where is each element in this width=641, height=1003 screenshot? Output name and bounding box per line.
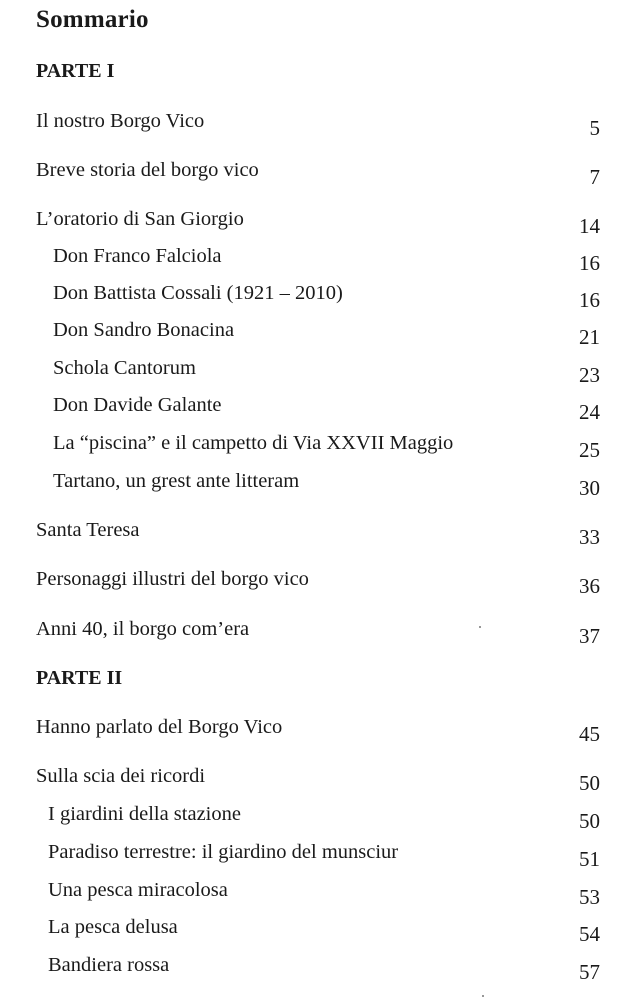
section-heading-parte-2: PARTE II <box>36 667 123 689</box>
toc-entry-page: 16 <box>579 288 600 312</box>
toc-entry-page: 25 <box>579 438 600 462</box>
toc-subentry[interactable] <box>0 916 641 946</box>
toc-entry-page: 36 <box>579 574 600 598</box>
toc-entry-title: Tartano, un grest ante litteram <box>53 470 300 492</box>
toc-entry-title: Anni 40, il borgo com’era <box>36 618 250 640</box>
toc-entry-page: 5 <box>589 116 600 140</box>
toc-entry-title: Sulla scia dei ricordi <box>36 765 206 787</box>
scan-speck <box>479 626 481 628</box>
toc-entry-title: Bandiera rossa <box>48 954 170 976</box>
toc-subentry[interactable] <box>0 245 641 275</box>
toc-entry-title: Santa Teresa <box>36 519 140 541</box>
toc-entry[interactable] <box>0 765 641 795</box>
toc-subentry[interactable] <box>0 282 641 312</box>
toc-subentry[interactable] <box>0 470 641 500</box>
toc-subentry[interactable] <box>0 394 641 424</box>
toc-entry-title: Don Davide Galante <box>53 394 222 416</box>
toc-entry-title: Don Battista Cossali (1921 – 2010) <box>53 282 343 304</box>
toc-entry-title: Breve storia del borgo vico <box>36 159 259 181</box>
toc-subentry[interactable] <box>0 432 641 462</box>
toc-entry-page: 45 <box>579 722 600 746</box>
toc-entry-title: I giardini della stazione <box>48 803 241 825</box>
toc-entry-title: Don Franco Falciola <box>53 245 222 267</box>
toc-entry-page: 23 <box>579 363 600 387</box>
section-heading-parte-1: PARTE I <box>36 60 115 82</box>
toc-entry[interactable] <box>0 568 641 598</box>
toc-entry-title: La “piscina” e il campetto di Via XXVII Maggio <box>53 432 454 454</box>
toc-entry-title: Il nostro Borgo Vico <box>36 110 205 132</box>
toc-entry[interactable] <box>0 159 641 189</box>
toc-entry-page: 7 <box>589 165 600 189</box>
toc-entry-page: 30 <box>579 476 600 500</box>
toc-subentry[interactable] <box>0 841 641 871</box>
toc-entry-page: 21 <box>579 325 600 349</box>
toc-entry-title: Don Sandro Bonacina <box>53 319 235 341</box>
toc-subentry[interactable] <box>0 803 641 833</box>
toc-entry-page: 33 <box>579 525 600 549</box>
toc-entry-page: 57 <box>579 960 600 984</box>
toc-entry-title: Hanno parlato del Borgo Vico <box>36 716 283 738</box>
toc-entry-page: 53 <box>579 885 600 909</box>
toc-entry-page: 37 <box>579 624 600 648</box>
toc-entry-page: 50 <box>579 809 600 833</box>
toc-entry-page: 54 <box>579 922 600 946</box>
toc-entry-title: La pesca delusa <box>48 916 178 938</box>
toc-entry-page: 50 <box>579 771 600 795</box>
toc-entry-title: Paradiso terrestre: il giardino del munsciur <box>48 841 399 863</box>
toc-entry[interactable] <box>0 208 641 238</box>
toc-entry-title: Personaggi illustri del borgo vico <box>36 568 309 590</box>
scan-speck <box>482 995 484 997</box>
toc-entry-title: Schola Cantorum <box>53 357 196 379</box>
toc-entry[interactable] <box>0 110 641 140</box>
toc-entry[interactable] <box>0 716 641 746</box>
toc-entry-page: 51 <box>579 847 600 871</box>
toc-subentry[interactable] <box>0 357 641 387</box>
toc-entry-page: 16 <box>579 251 600 275</box>
toc-entry-title: Una pesca miracolosa <box>48 879 228 901</box>
toc-entry-page: 14 <box>579 214 600 238</box>
toc-subentry[interactable] <box>0 954 641 984</box>
toc-entry[interactable] <box>0 618 641 648</box>
toc-entry-title: L’oratorio di San Giorgio <box>36 208 244 230</box>
toc-subentry[interactable] <box>0 879 641 909</box>
page-title: Sommario <box>36 6 149 33</box>
toc-entry[interactable] <box>0 519 641 549</box>
toc-entry-page: 24 <box>579 400 600 424</box>
toc-subentry[interactable] <box>0 319 641 349</box>
